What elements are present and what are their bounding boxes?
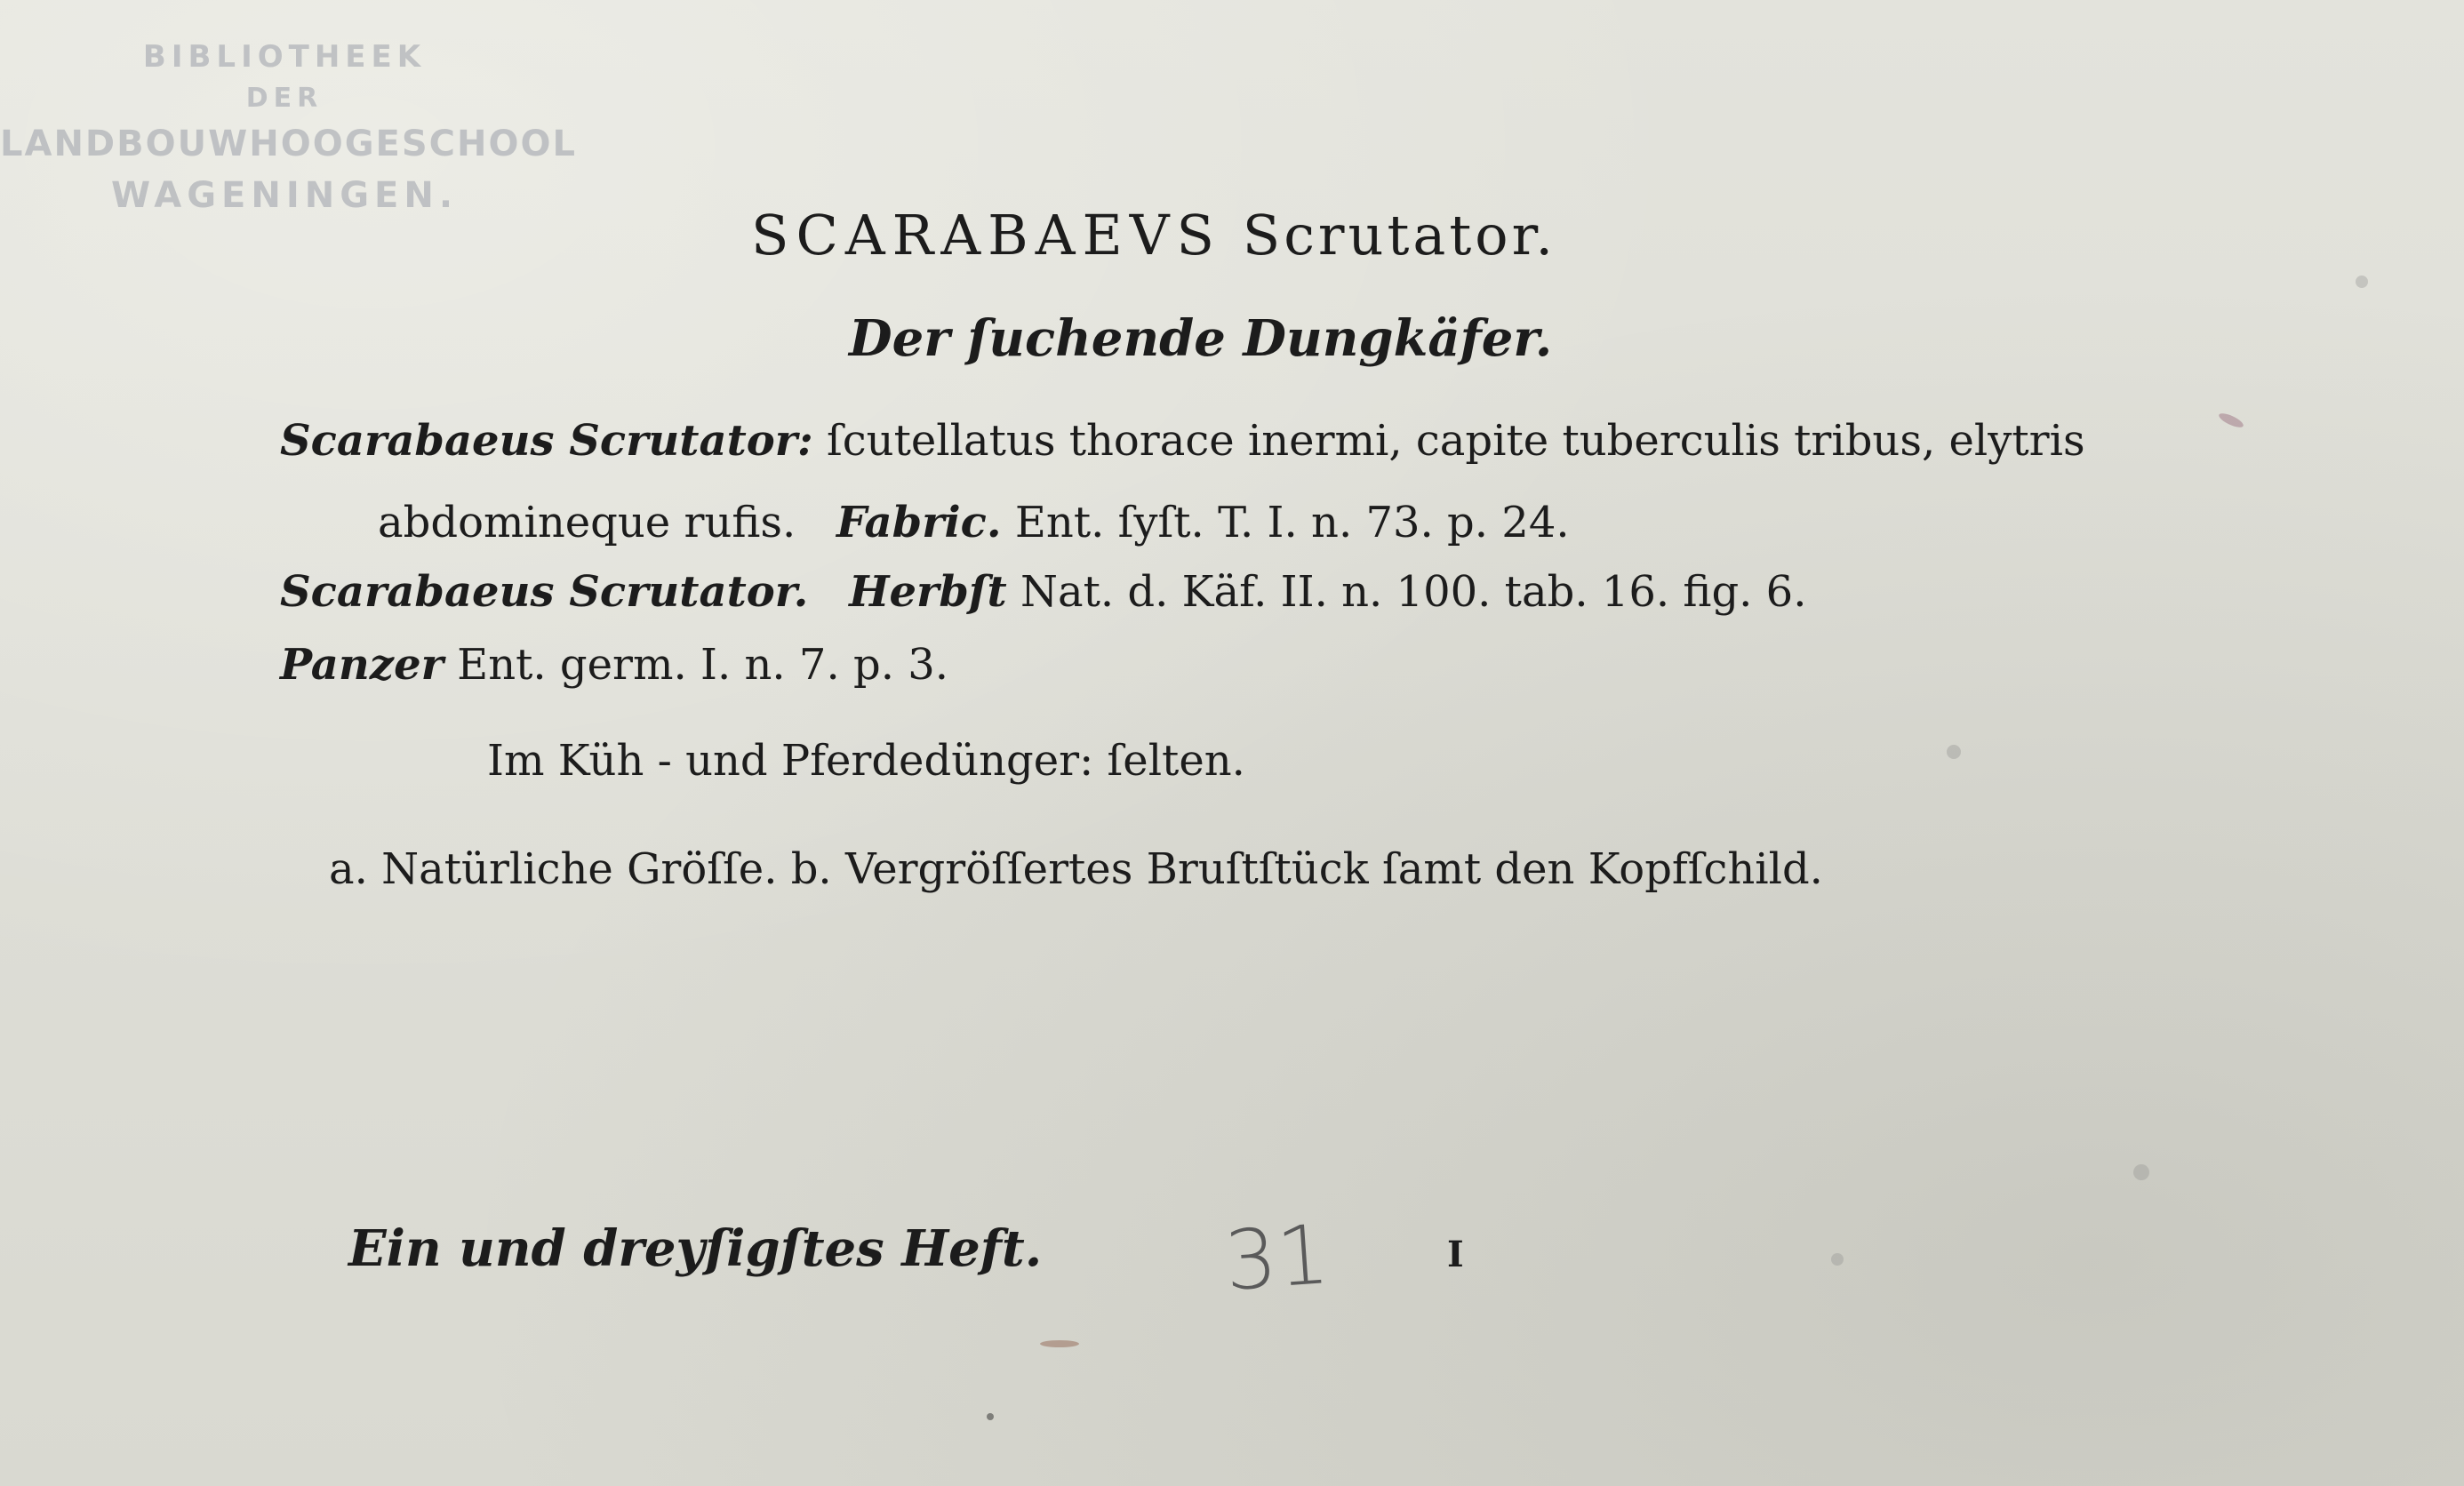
diagnosis-text: abdomineque rufis.	[378, 498, 796, 547]
author-name: Fabric.	[836, 498, 1002, 547]
synonymy-line	[280, 567, 1806, 617]
stamp-line: DER	[245, 83, 324, 115]
paper-speck	[2217, 411, 2244, 430]
paper-speck	[2356, 276, 2368, 288]
synonymy-line	[280, 416, 2085, 466]
reference-text: Ent. germ. I. n. 7. p. 3.	[457, 640, 949, 690]
page-subtitle: Der ſuchende Dungkäfer.	[849, 309, 1553, 368]
diagnosis-text: ſcutellatus thorace inermi, capite tuberculis tribus, elytris	[827, 416, 2085, 466]
title-genus: SCARABAEVS	[751, 203, 1221, 268]
synonymy-line	[378, 498, 1570, 547]
paper-speck	[2133, 1164, 2149, 1180]
library-stamp	[0, 36, 577, 221]
author-name: Panzer	[280, 640, 444, 690]
taxon-name: Scarabaeus Scrutator.	[280, 567, 809, 617]
paper-speck	[1831, 1253, 1844, 1266]
taxon-name: Scarabaeus Scrutator:	[280, 416, 813, 466]
signature-mark: I	[1447, 1234, 1464, 1275]
page-title	[751, 203, 1556, 268]
habitat-text: Im Küh - und Pferdedünger: ſelten.	[487, 736, 1245, 786]
stamp-line: LANDBOUWHOOGESCHOOL	[0, 123, 577, 164]
synonymy-line	[280, 640, 948, 690]
handwritten-number: 31	[1221, 1207, 1332, 1309]
reference-text: Nat. d. Käf. II. n. 100. tab. 16. fig. 6.	[1020, 567, 1807, 617]
paper-speck	[1947, 745, 1961, 759]
author-name: Herbſt	[849, 567, 1007, 617]
paper-speck	[1040, 1340, 1079, 1347]
title-species: Scrutator.	[1242, 203, 1557, 268]
issue-footer: Ein und dreyſigſtes Heft.	[348, 1219, 1043, 1278]
stamp-line: BIBLIOTHEEK	[142, 39, 427, 75]
stamp-line: WAGENINGEN.	[110, 174, 459, 216]
reference-text: Ent. ſyſt. T. I. n. 73. p. 24.	[1014, 498, 1570, 547]
figure-caption: a. Natürliche Gröſſe. b. Vergröſſertes Bruſtſtück ſamt den Kopfſchild.	[329, 844, 1823, 894]
paper-speck	[987, 1413, 994, 1420]
